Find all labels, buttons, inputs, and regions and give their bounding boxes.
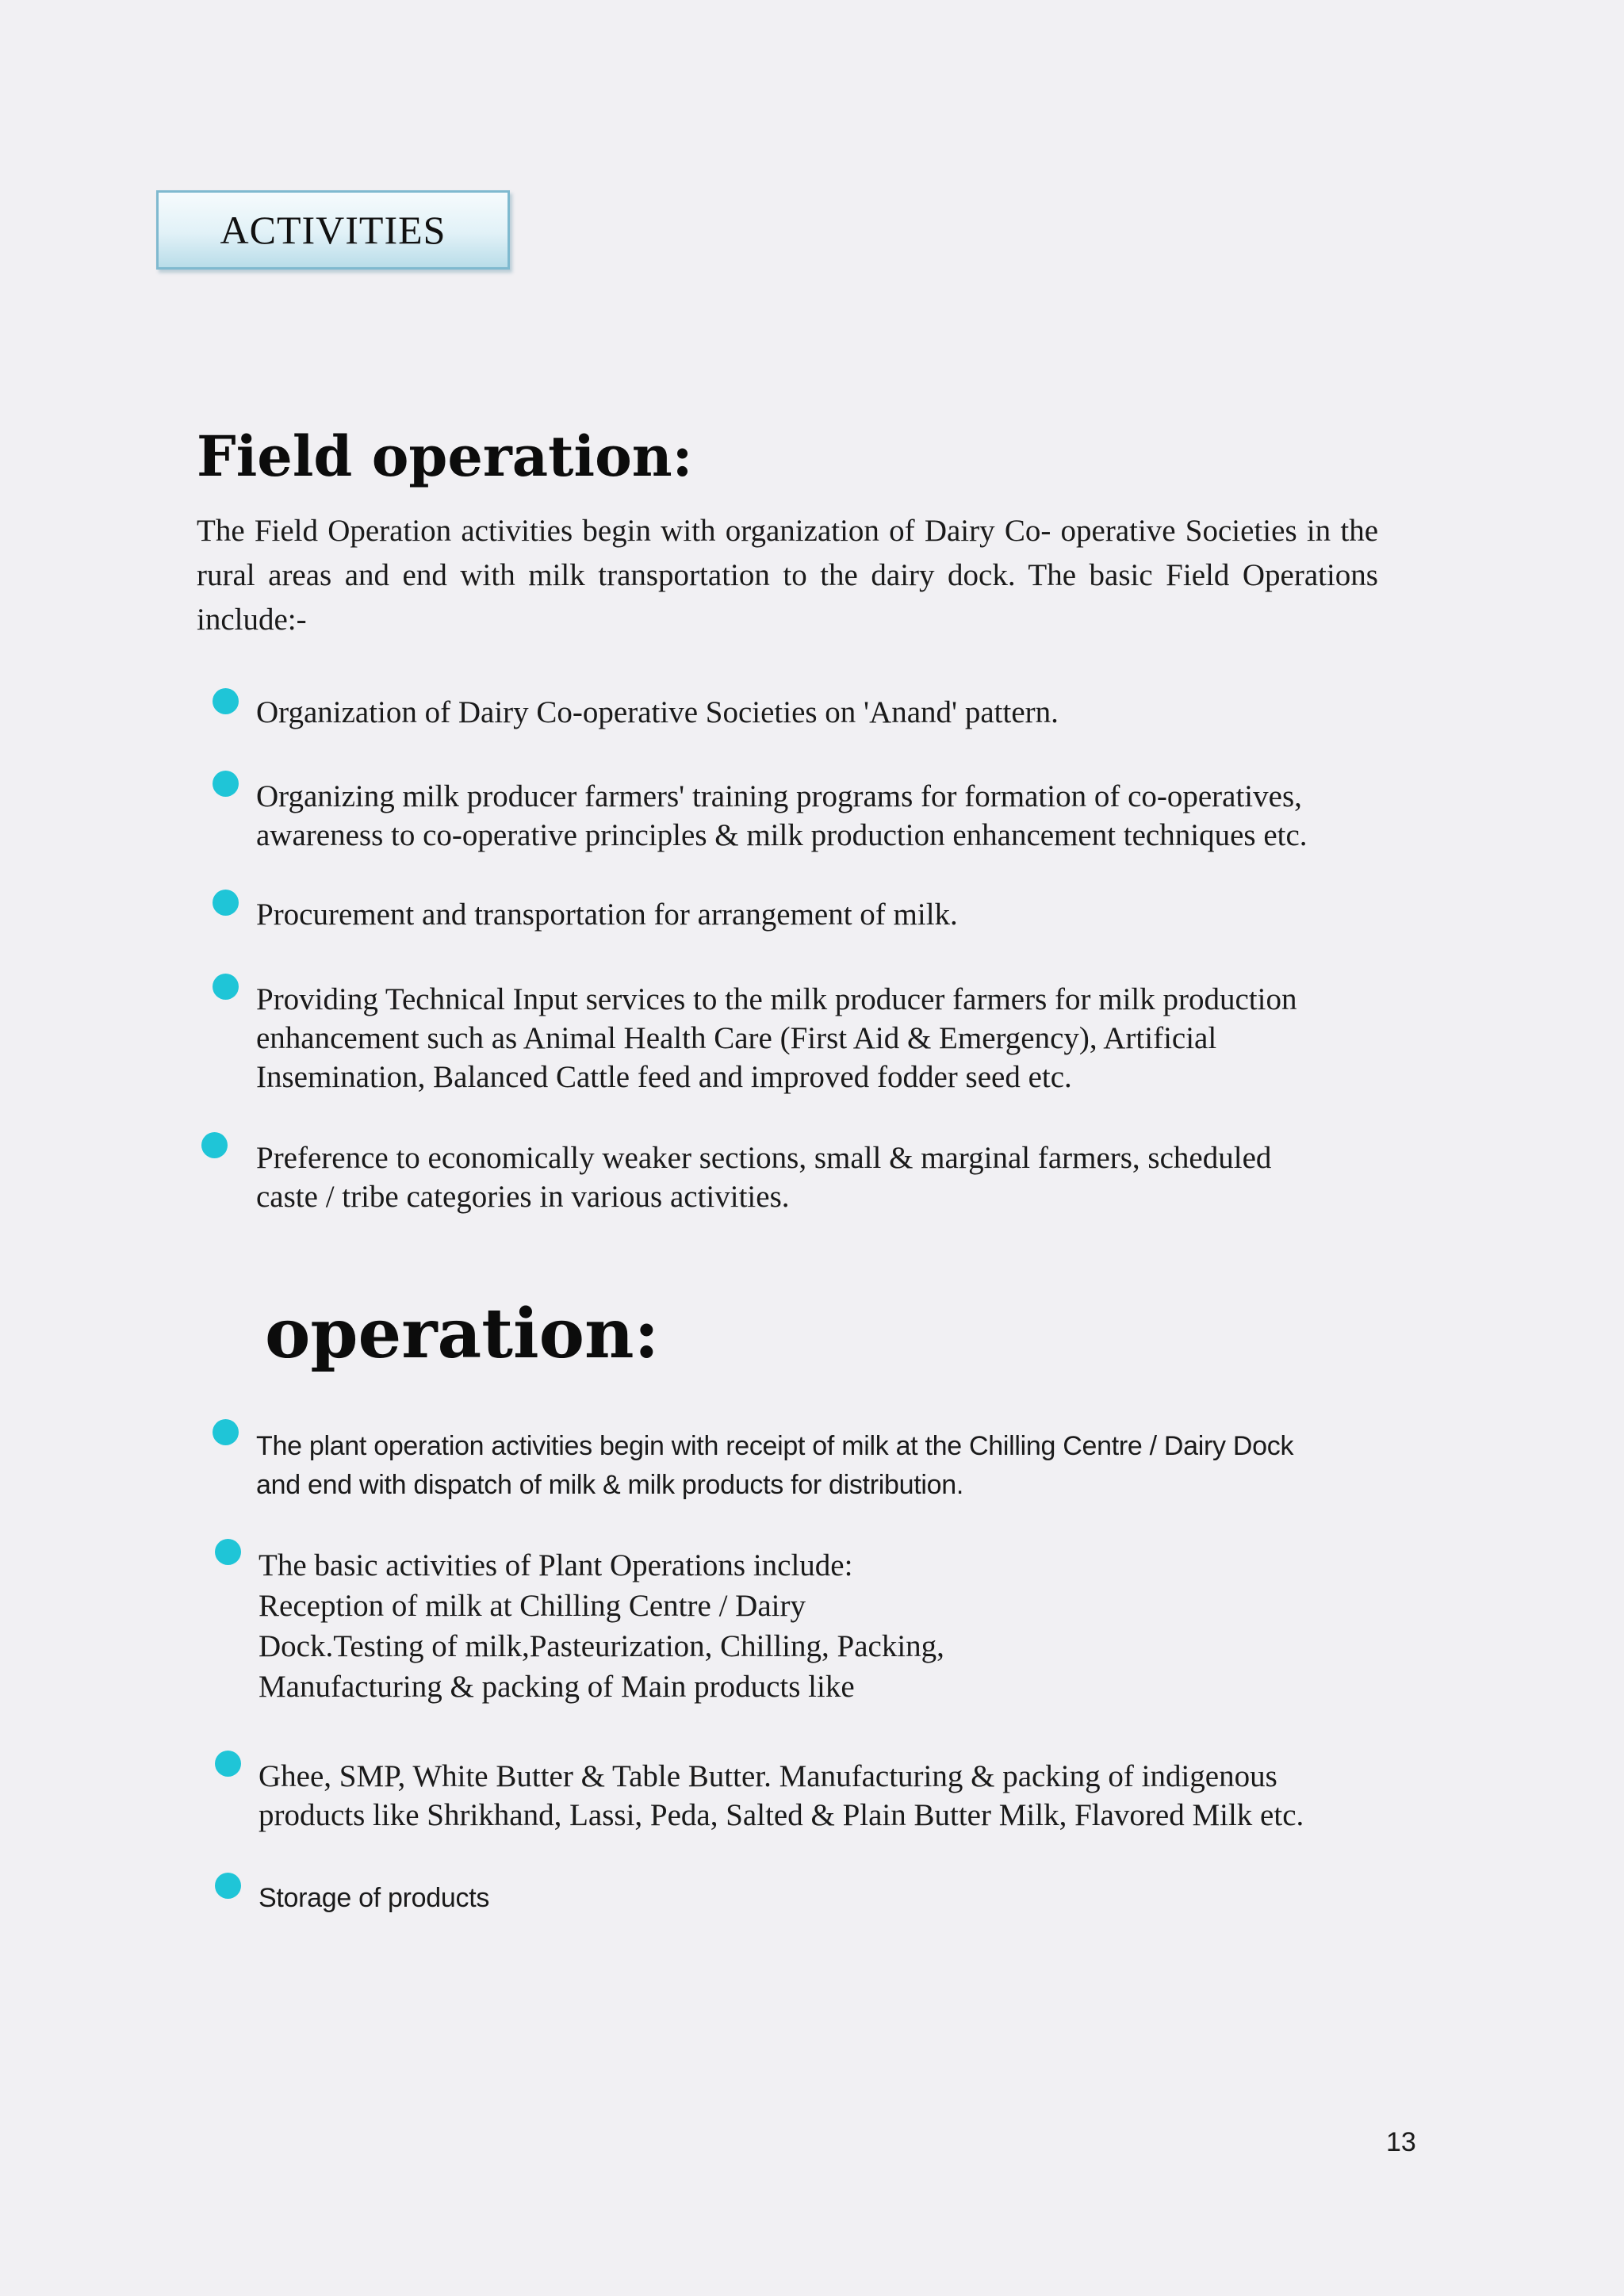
bullet-line: The plant operation activities begin with receipt of milk at the Chilling Centre / Dairy Dock [256, 1431, 1294, 1461]
bullet-line: Organizing milk producer farmers' training programs for formation of co-operatives, [256, 779, 1302, 813]
bullet-text [256, 1138, 1271, 1216]
bullet-line: Storage of products [259, 1883, 490, 1913]
bullet-dot-icon [213, 974, 239, 1000]
bullet-dot-icon [213, 1419, 239, 1445]
page-number: 13 [1386, 2127, 1416, 2157]
bullet-line: Procurement and transportation for arrangement of milk. [256, 897, 958, 932]
bullet-line: and end with dispatch of milk & milk products for distribution. [256, 1470, 963, 1500]
bullet-dot-icon [213, 771, 239, 797]
bullet-text [259, 1757, 1304, 1835]
bullet-text [259, 1545, 944, 1707]
field-operation-intro: The Field Operation activities begin with organization of Dairy Co- operative Societies in the rural areas and end with milk transportation to the dairy dock. The basic Field Operations include:- [197, 514, 1378, 637]
bullet-dot-icon [215, 1539, 241, 1565]
bullet-line: awareness to co-operative principles & milk production enhancement techniques etc. [256, 818, 1308, 852]
bullet-line: Insemination, Balanced Cattle feed and improved fodder seed etc. [256, 1060, 1072, 1094]
bullet-line: Preference to economically weaker sections, small & marginal farmers, scheduled [256, 1141, 1272, 1175]
bullet-line: The basic activities of Plant Operations include: [259, 1548, 853, 1582]
bullet-dot-icon [213, 688, 239, 714]
bullet-dot-icon [201, 1132, 228, 1158]
bullet-text [259, 1879, 489, 1918]
bullet-dot-icon [213, 890, 239, 916]
bullet-dot-icon [215, 1751, 241, 1777]
bullet-text [256, 777, 1308, 855]
bullet-line: Manufacturing & packing of Main products like [259, 1670, 855, 1704]
bullet-text [256, 693, 1059, 732]
bullet-text [256, 1427, 1293, 1505]
bullet-line: Reception of milk at Chilling Centre / Dairy [259, 1589, 806, 1623]
field-operation-heading: Field operation: [197, 423, 693, 489]
bullet-line: Dock.Testing of milk,Pasteurization, Chilling, Packing, [259, 1629, 944, 1663]
bullet-line: Ghee, SMP, White Butter & Table Butter. Manufacturing & packing of indigenous [259, 1759, 1277, 1793]
bullet-text [256, 895, 958, 934]
plant-operation-heading: operation: [265, 1294, 660, 1374]
bullet-line: products like Shrikhand, Lassi, Peda, Salted & Plain Butter Milk, Flavored Milk etc. [259, 1798, 1304, 1832]
bullet-line: Organization of Dairy Co-operative Societies on 'Anand' pattern. [256, 695, 1059, 729]
bullet-text [256, 980, 1297, 1096]
bullet-line: caste / tribe categories in various activities. [256, 1180, 790, 1214]
bullet-line: enhancement such as Animal Health Care (First Aid & Emergency), Artificial [256, 1021, 1217, 1055]
activities-tab-label: ACTIVITIES [156, 190, 510, 270]
bullet-dot-icon [215, 1873, 241, 1899]
bullet-line: Providing Technical Input services to the milk producer farmers for milk production [256, 982, 1297, 1016]
